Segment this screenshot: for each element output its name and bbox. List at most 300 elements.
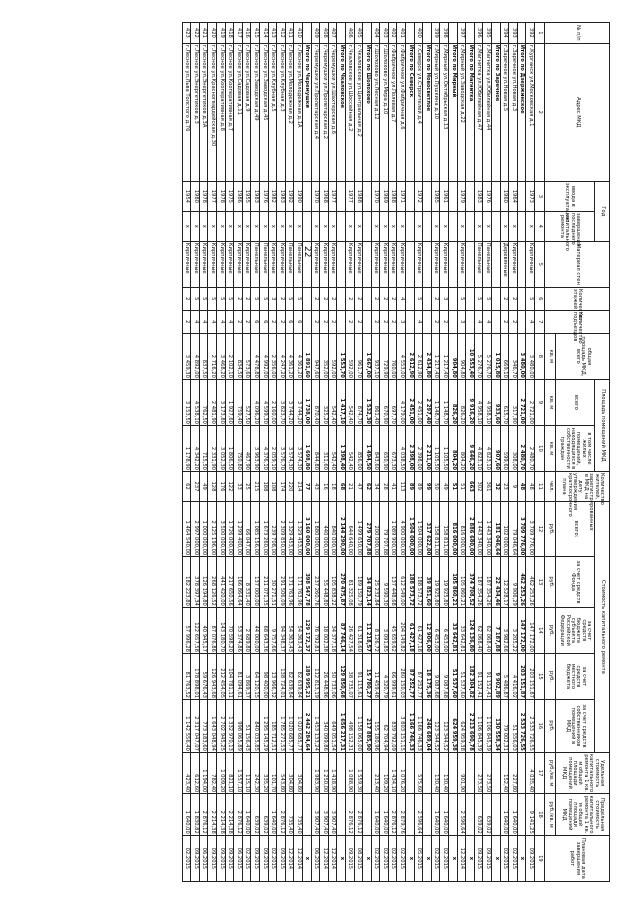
table-cell: 408 [320,23,329,44]
table-row [234,23,243,882]
table-cell [517,181,526,211]
table-cell: 2 702 945,25 [217,699,226,752]
table-cell: 542,40 [345,379,354,425]
table-cell: 759,40 [234,379,243,425]
header-cost-local: за счет средств местного бюджета [556,653,595,699]
table-cell: 1 453 133,24 [311,699,320,752]
table-cell: Кирпичные [320,241,329,287]
table-cell: 839 792,09 [388,699,397,752]
table-cell: г.Лесное ул.Заводская д.45 [260,43,269,181]
table-cell: 2 214,38 [217,794,226,835]
table-cell: 61 318,60 [354,607,363,653]
table-cell: 335,20 [260,752,269,793]
table-cell: 302 [474,471,483,501]
table-cell: 1 532,30 [363,379,372,425]
table-cell: 270 475,87 [337,557,346,608]
table-cell: 1 698,80 [302,425,311,471]
table-cell: Кирпичные [268,241,277,287]
table-cell: 2 716,20 [208,333,217,379]
table-cell: 217 885,90 [363,699,372,752]
table-cell: 1 656 217,31 [337,699,346,752]
table-cell: х [363,835,372,881]
table-cell: 3 823,70 [277,379,286,425]
table-cell: х [509,211,518,241]
table-cell: 6 [251,310,260,333]
table-cell: 102 000,00 [500,501,509,556]
table-cell: 4 [474,310,483,333]
table-cell: 47 [354,471,363,501]
table-cell: 804,20 [457,425,466,471]
table-cell: 937,10 [371,333,380,379]
table-cell: 2 214,38 [208,794,217,835]
table-cell: 1980 [191,181,200,211]
table-cell: 98 400,00 [260,653,269,699]
table-cell [449,310,458,333]
column-number: 6 [535,287,545,310]
table-cell: 181 046,64 [492,501,501,556]
table-cell [302,211,311,241]
table-total-row [492,23,501,882]
table-cell: 166 864,64 [234,557,243,608]
table-cell [517,211,526,241]
header-total-area: общая площадь МКД, всего [556,333,610,379]
table-cell: 66 999,61 [388,653,397,699]
table-cell: 423 [182,23,191,44]
table-cell: 861,40 [371,379,380,425]
table-cell: 13 966,32 [268,653,277,699]
table-cell: Итого по Новосветлое [423,43,432,181]
table-cell: 1970 [311,181,320,211]
table-cell: 673,30 [388,425,397,471]
table-cell: х [500,211,509,241]
table-cell: 2 [440,310,449,333]
table-cell: Кирпичные [311,241,320,287]
table-cell: х [191,211,200,241]
table-row [526,23,535,882]
table-cell: 02.2015 [431,835,440,881]
table-total-row [363,23,372,882]
table-cell: х [466,835,475,881]
table-cell: 2 [182,287,191,310]
table-cell: 3 173,80 [217,379,226,425]
table-cell: 308,00 [509,425,518,471]
table-cell: 26 448,96 [320,653,329,699]
table-cell: 99 [423,471,432,501]
table-cell: 09.2015 [277,835,286,881]
table-cell: 1976 [483,181,492,211]
table-cell: 2 451,00 [414,379,423,425]
table-row [380,23,389,882]
table-cell: 2 997 000,00 [191,501,200,556]
table-cell: 44 000,00 [251,607,260,653]
table-cell: 138 724,01 [277,653,286,699]
table-cell: 02.2015 [388,835,397,881]
unit-rub: руб. [545,557,556,608]
table-cell [492,310,501,333]
table-row [208,23,217,882]
column-number: 19 [535,835,545,881]
table-cell: х [380,211,389,241]
table-cell: 11 218,57 [363,607,372,653]
table-cell: 188 573,72 [414,557,423,608]
table-cell: 2 214,38 [225,794,234,835]
table-cell: 2 886 680,00 [466,501,475,556]
table-cell: 12 528,17 [500,557,509,608]
table-cell: 2 876,12 [234,794,243,835]
table-cell: 1 640,00 [182,794,191,835]
table-cell [449,181,458,211]
table-cell: 1971 [397,181,406,211]
table-cell [302,287,311,310]
table-cell: 2 [311,310,320,333]
table-cell: Кирпичные [191,241,200,287]
table-cell: г.Лесное ул.Молодежная д.2 [285,43,294,181]
table-cell: 1 299 400,00 [234,501,243,556]
table-cell: 171 763,96 [294,557,303,608]
table-cell [363,211,372,241]
table-cell: 3 091,85 [380,607,389,653]
table-cell: 4 [199,310,208,333]
table-cell: 126 943,68 [208,653,217,699]
table-cell: 09.2015 [225,835,234,881]
table-cell: 2 [268,310,277,333]
table-cell: х [234,211,243,241]
table-cell: 2 596,64 [414,794,423,835]
table-cell: 2 451,00 [406,379,415,425]
table-cell: 06.2015 [199,835,208,881]
table-cell: 2 331,90 [208,425,217,471]
table-cell: 352,00 [320,333,329,379]
table-cell [363,310,372,333]
table-cell: 3 574,30 [294,425,303,471]
table-cell: 1 015,80 [492,333,501,379]
table-cell: Итого по Северск [406,43,415,181]
table-cell: 182 304,82 [466,653,475,699]
table-cell: Кирпичные [354,241,363,287]
table-cell: 395 [483,23,492,44]
table-total-row [517,23,526,882]
table-cell: 4 823,10 [474,425,483,471]
table-row [414,23,423,882]
table-cell: 1 559,30 [354,752,363,793]
table-cell: 1 217,40 [440,333,449,379]
table-cell: 15 780,27 [363,653,372,699]
table-cell: 1972 [414,181,423,211]
table-cell: 2 [431,310,440,333]
table-cell: 826,20 [457,379,466,425]
table-cell: 4 179,00 [397,379,406,425]
table-cell: 62 068,40 [474,607,483,653]
header-unit-cost: Удельная стоимость капитального ремонта 1 кв. м общей площади помещений МКД [556,752,610,793]
header-no: № п/п [545,23,610,44]
table-cell: х [423,835,432,881]
table-cell: 33 [234,471,243,501]
table-cell: 105 838,22 [328,557,337,608]
table-total-row [423,23,432,882]
table-cell: 392 [526,23,535,44]
table-cell: 1975 [225,181,234,211]
table-cell: 02.2015 [440,835,449,881]
table-cell: Итого по Мирный [449,43,458,181]
table-cell: 615,70 [500,379,509,425]
table-cell: 1979 [457,181,466,211]
table-cell: 762,50 [199,379,208,425]
table-cell [449,287,458,310]
table-cell: 816 000,00 [449,501,458,556]
table-row [251,23,260,882]
table-cell: 4 958,10 [474,379,483,425]
table-cell: 3 160 000,00 [302,501,311,556]
table-cell: 599,60 [500,425,509,471]
table-cell: 346,70 [509,333,518,379]
column-number: 5 [535,241,545,287]
table-cell: 05.2015 [414,835,423,881]
table-cell: 1 085 156,00 [251,501,260,556]
table-cell: 542,40 [328,425,337,471]
table-cell: 1969 [380,181,389,211]
table-cell [337,794,346,835]
table-cell: 43 [311,471,320,501]
table-cell: 89 [414,471,423,501]
table-cell: 2 [354,287,363,310]
table-cell: 1 398,40 [337,425,346,471]
table-cell: 670,90 [380,379,389,425]
table-cell [423,23,432,44]
table-cell: 1 553,70 [337,333,346,379]
table-cell: 3 468,20 [217,333,226,379]
table-cell: 215 [251,471,260,501]
table-cell: 81 763,52 [182,653,191,699]
table-row [182,23,191,882]
table-cell: 311,60 [320,425,329,471]
table-cell: 3 803 151,15 [397,699,406,752]
table-cell: 30 271,51 [268,557,277,608]
column-number: 3 [535,181,545,211]
table-cell: 79 046,64 [509,501,518,556]
table-cell [517,752,526,793]
table-cell: г.Фабричное ул.Полевая д.7 [388,43,397,181]
table-cell: 82 639,84 [285,653,294,699]
table-cell: 1 418,90 [328,752,337,793]
table-cell: 79 707,88 [380,501,389,556]
table-cell: х [217,211,226,241]
table-row [457,23,466,882]
table-cell: 410 [294,23,303,44]
table-cell: Панельные [285,241,294,287]
table-cell: 3 [457,310,466,333]
table-cell: 2 [380,287,389,310]
table-cell: 405 [354,23,363,44]
table-cell: 87 252,77 [406,653,415,699]
table-row [217,23,226,882]
table-cell: 104 781,11 [225,653,234,699]
table-cell: 39 851,60 [423,557,432,608]
table-cell: г.Лесное ул.Садовая д.9 [242,43,251,181]
table-cell: 113 [397,471,406,501]
table-cell: 4 892,00 [191,333,200,379]
table-cell: 87 076,86 [208,607,217,653]
table-cell: 2 [277,287,286,310]
table-cell: 542,40 [345,425,354,471]
table-cell: 1 891,60 [302,333,311,379]
table-cell: 3 869,37 [242,653,251,699]
table-cell: 5 [225,287,234,310]
table-cell: 10 553,40 [466,333,475,379]
table-cell: 50 [431,471,440,501]
column-number: 13 [535,557,545,608]
table-cell: 176 [217,471,226,501]
table-cell: 5 [260,287,269,310]
table-cell: 1985 [431,181,440,211]
table-cell: 575,60 [414,752,423,793]
table-cell: г.Лесное ул.Льва Толстого д.76 [182,43,191,181]
header-address: Адрес МКД [545,43,610,181]
table-cell: 409 [311,23,320,44]
table-cell: 220 [285,471,294,501]
table-cell: 4 958,10 [483,379,492,425]
table-cell: 729,90 [380,333,389,379]
table-cell: 4 361,20 [294,333,303,379]
table-cell: 317,90 [509,379,518,425]
table-cell: х [517,835,526,881]
table-cell: х [371,211,380,241]
table-cell: 2 [242,310,251,333]
table-cell: 1 089 900,00 [388,501,397,556]
table-cell [302,752,311,793]
table-row [277,23,286,882]
table-cell: Кирпичные [509,241,518,287]
table-cell: 09.2015 [474,835,483,881]
table-cell: 2 480,70 [517,425,526,471]
table-cell: г.Чкаловское ул.Центральная д.2 [354,43,363,181]
table-cell [492,23,501,44]
table-cell: 9 087,68 [431,653,440,699]
table-cell: 4 342,20 [191,425,200,471]
table-cell: 1988 [388,181,397,211]
table-cell: 211 071,35 [260,557,269,608]
table-row [311,23,320,882]
table-cell: 760,00 [388,333,397,379]
table-cell: 105 860,21 [449,557,458,608]
table-cell: 396 [474,23,483,44]
table-cell: 4 [526,310,535,333]
table-cell: Кирпичные [328,241,337,287]
table-cell: 2 [311,287,320,310]
table-cell [449,752,458,793]
table-cell: 403 [380,23,389,44]
unit-rub: руб. [545,653,556,699]
table-cell: 2 721,00 [517,379,526,425]
table-cell: 5 [251,287,260,310]
header-entrances: Количество подъездов [545,310,610,333]
table-cell: Кирпичные [217,241,226,287]
table-cell: Панельные [251,241,260,287]
table-cell: 108 [268,471,277,501]
column-number: 10 [535,425,545,471]
header-cost-fund: за счет средств Фонда [556,557,595,608]
table-cell: 639,02 [260,794,269,835]
table-cell: 2 [320,287,329,310]
table-cell: 418 [225,23,234,44]
table-cell: 280 150,03 [397,653,406,699]
table-cell: г.Северск ул.Строителей д.4 [414,43,423,181]
table-cell: 2 [371,287,380,310]
table-cell: 12 906,00 [423,607,432,653]
table-row [320,23,329,882]
table-cell [466,211,475,241]
table-cell: 45 659,62 [388,607,397,653]
table-cell [517,241,526,287]
table-cell: 1 785 271,53 [277,699,286,752]
table-cell: х [483,211,492,241]
table-cell: 2 [234,287,243,310]
table-cell: 1960 [500,181,509,211]
table-cell: 2 [234,310,243,333]
table-cell: 411 [285,23,294,44]
table-cell: 4 900 000,00 [397,501,406,556]
table-cell: 804,20 [449,425,458,471]
table-cell: 94 348,37 [277,607,286,653]
table-cell: 2 [328,310,337,333]
table-cell: 3 982,66 [500,607,509,653]
table-cell: 55 448,80 [320,557,329,608]
table-cell: 16 [320,471,329,501]
table-cell: 4 478,80 [251,333,260,379]
table-cell: 5 [457,287,466,310]
table-cell: 3 459,30 [182,333,191,379]
header-floors: Количество этажей [545,287,610,310]
table-cell: 4 [208,310,217,333]
table-cell: 2 144 290,00 [337,501,346,556]
table-cell [449,211,458,241]
table-cell: 398 547,78 [302,557,311,608]
column-number: 17 [535,752,545,793]
table-cell: 416 [242,23,251,44]
table-cell: 3 709 776,00 [517,501,526,556]
table-cell: 4 599,30 [260,379,269,425]
table-cell: 2 211,00 [423,425,432,471]
table-cell: 9 916,20 [466,379,475,425]
table-cell: г.Лесное ул.Клубная д.3 [277,43,286,181]
table-cell: Панельные [474,241,483,287]
table-cell: 3 [268,287,277,310]
table-cell: 317 622,00 [423,501,432,556]
table-cell: 291 506,09 [277,557,286,608]
table-cell: 1 020 685,77 [285,699,294,752]
table-cell: 5 486,87 [500,653,509,699]
column-number: 9 [535,379,545,425]
table-cell: х [449,835,458,881]
table-cell: Кирпичные [457,241,466,287]
table-cell: 612 549,00 [397,557,406,608]
table-cell [363,752,372,793]
table-cell: г.Заречное ул.Новая д.5 [500,43,509,181]
table-cell: 178 898,01 [191,653,200,699]
table-cell: 5 [285,287,294,310]
table-cell: 4 823,10 [483,425,492,471]
table-cell: 750,80 [234,425,243,471]
table-cell: 1 667,00 [363,333,372,379]
table-cell: 2 876,12 [354,794,363,835]
table-cell: 1 166 746,33 [414,699,423,752]
table-cell: 1 106 845,39 [483,699,492,752]
table-cell: 3 709 776,00 [526,501,535,556]
table-cell: 404 [371,23,380,44]
table-cell: 1988 [354,181,363,211]
table-cell: 64 120,15 [251,653,260,699]
table-cell: 401 [397,23,406,44]
table-cell: 02.2015 [500,835,509,881]
